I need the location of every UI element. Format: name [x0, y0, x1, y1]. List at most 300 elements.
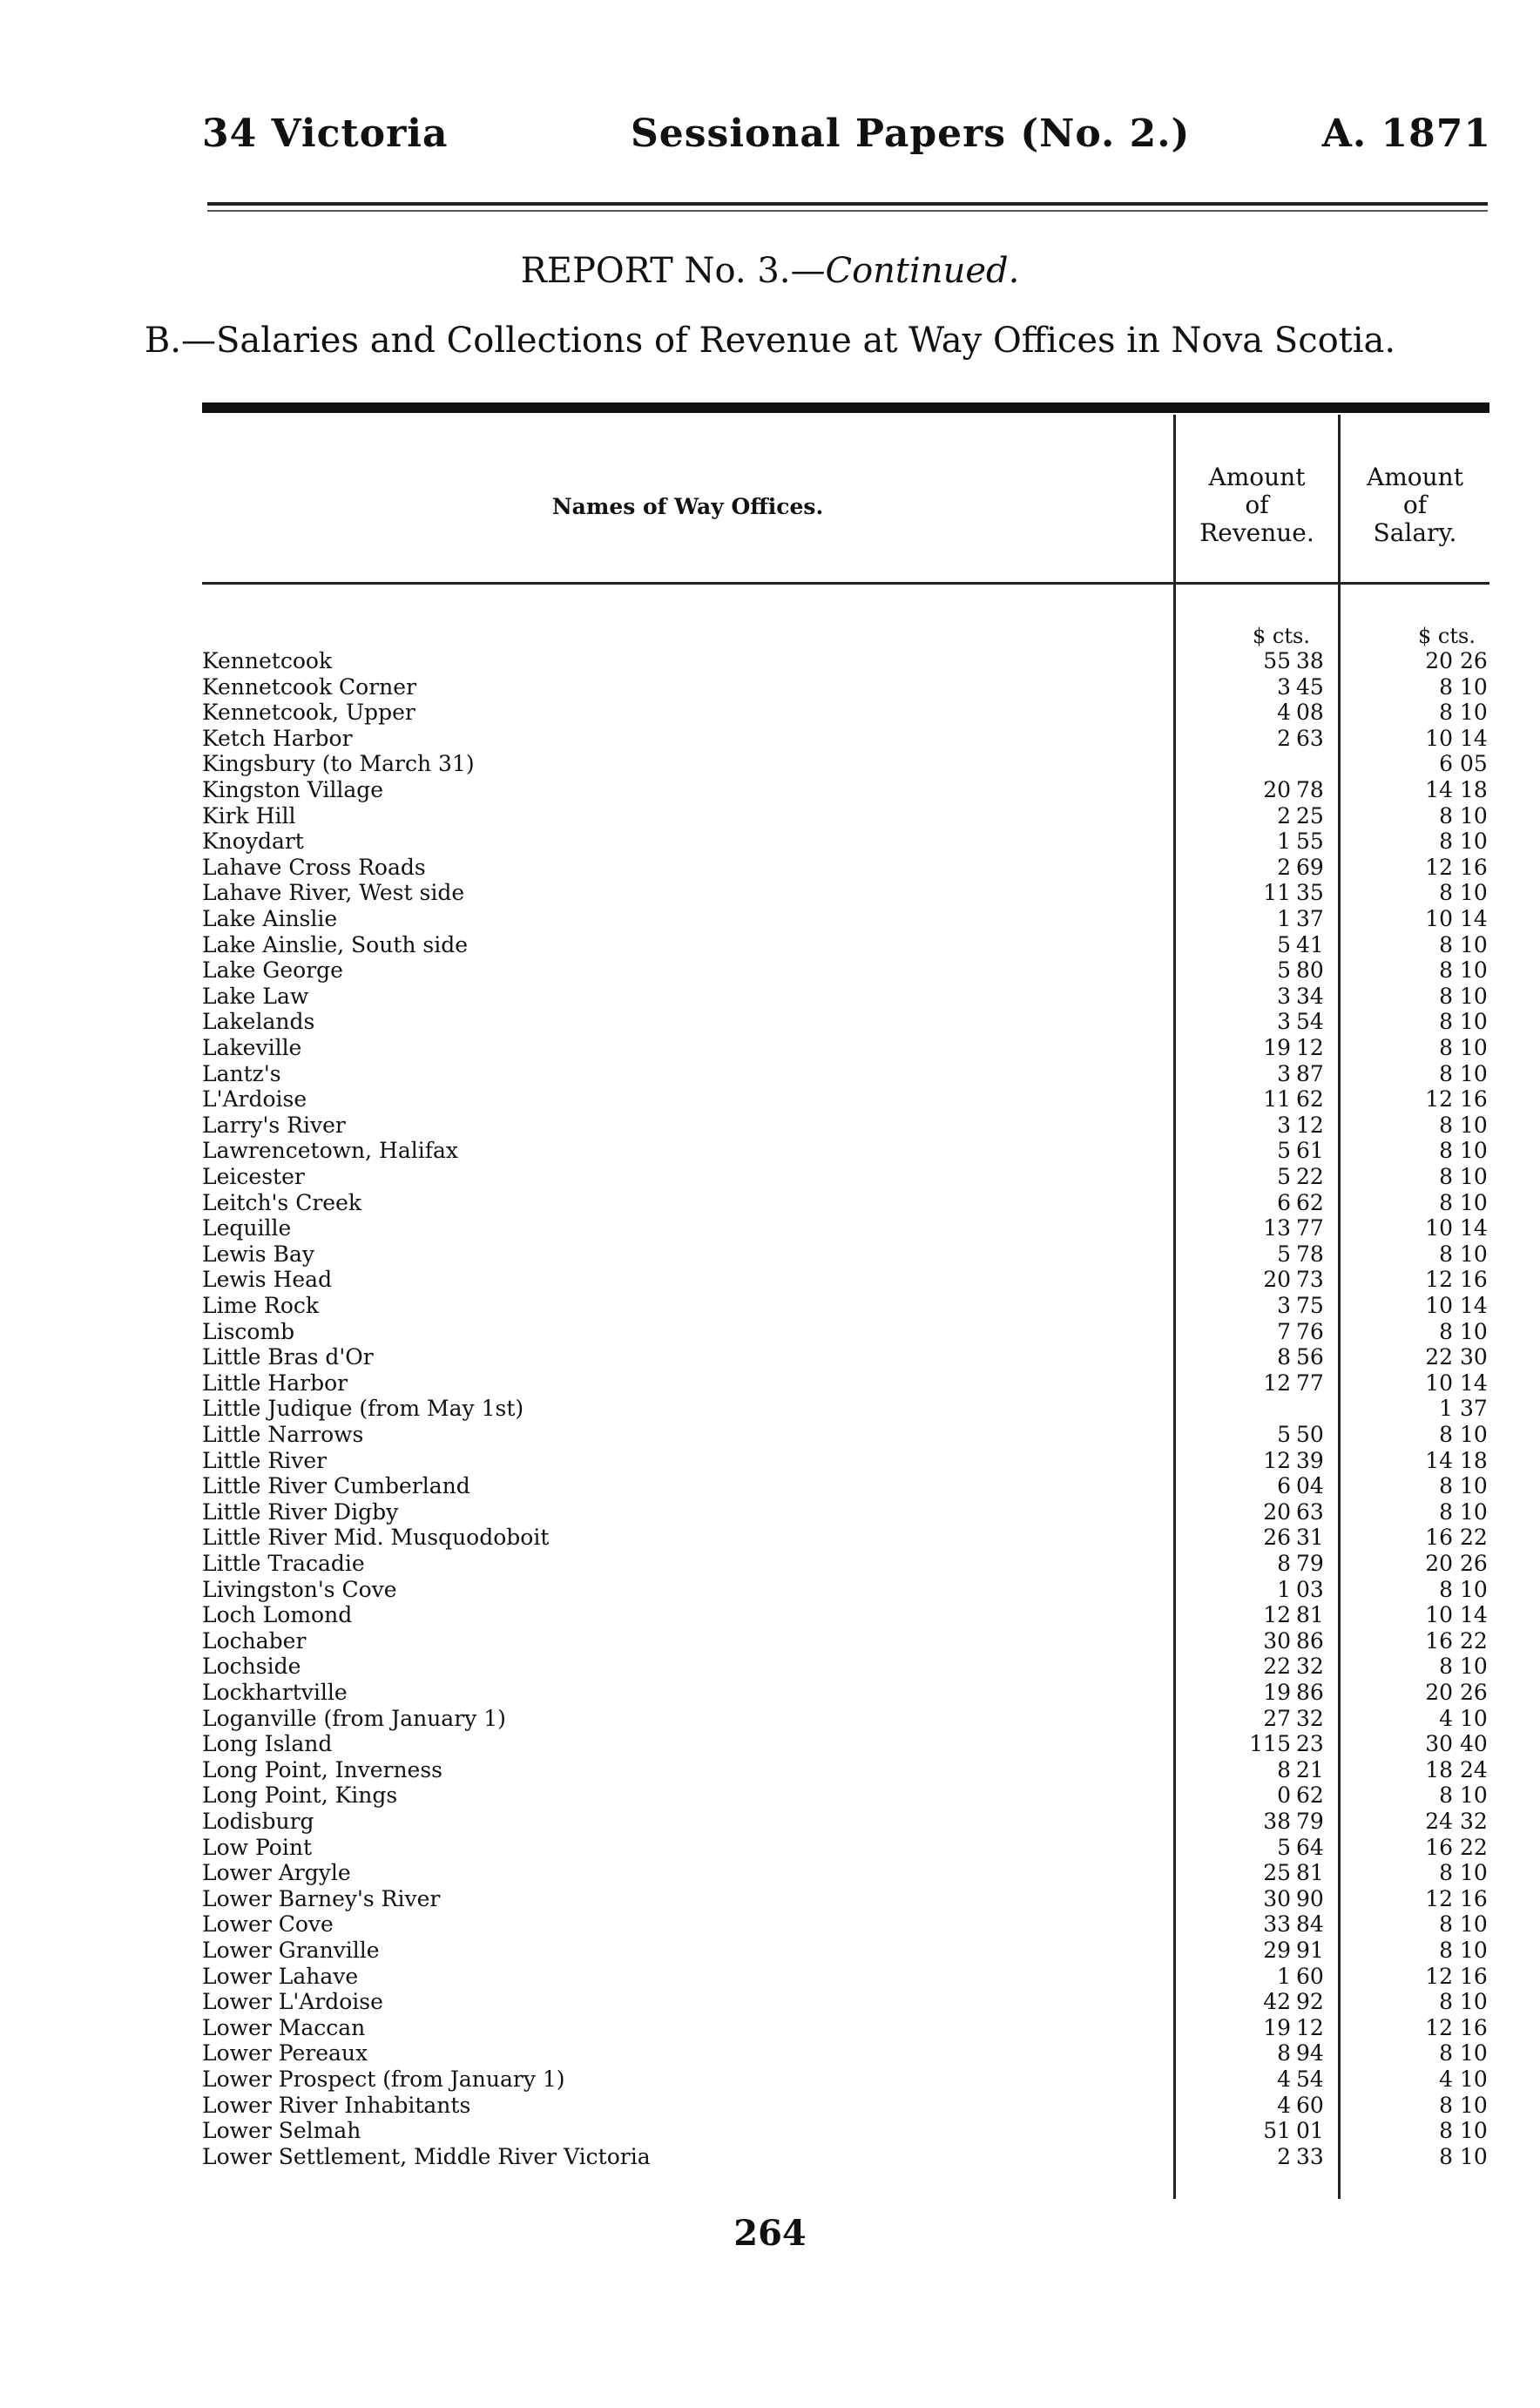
revenue-cents: 69: [1296, 855, 1324, 880]
table-row: [0, 2040, 1540, 2066]
salary-dollars: 12: [1425, 1964, 1453, 1989]
office-name-text: Little Harbor: [202, 1370, 348, 1396]
table-row: [0, 855, 1540, 881]
table-row: [0, 803, 1540, 829]
office-name: [202, 1009, 1167, 1035]
salary-cents: 10: [1460, 1989, 1488, 2014]
office-name: [202, 1628, 1167, 1654]
office-name: [202, 1757, 1167, 1783]
revenue-cents: 38: [1296, 648, 1324, 673]
revenue-dollars: 6: [1277, 1190, 1291, 1215]
salary-cents: 14: [1460, 1293, 1488, 1318]
salary-cents: 10: [1460, 957, 1488, 983]
office-name-text: Little River: [202, 1448, 328, 1473]
salary-cents: 16: [1460, 1886, 1488, 1911]
salary-dollars: 8: [1439, 1860, 1453, 1885]
office-name: [202, 1396, 1167, 1422]
revenue-dollars: 12: [1263, 1602, 1291, 1627]
revenue-dollars: 11: [1263, 1086, 1291, 1112]
revenue-cents: 63: [1296, 726, 1324, 751]
office-name-text: Lower Prospect (from January 1): [202, 2066, 565, 2092]
revenue-dollars: 4: [1277, 2066, 1291, 2092]
salary-dollars: 8: [1439, 932, 1453, 957]
revenue-cents: 92: [1296, 1989, 1324, 2014]
revenue-dollars: 2: [1277, 803, 1291, 829]
revenue-cents: 56: [1296, 1344, 1324, 1370]
salary-cents: 26: [1460, 1680, 1488, 1705]
office-name-text: Long Point, Inverness: [202, 1757, 443, 1782]
office-name: [202, 1164, 1167, 1190]
office-name: [202, 2093, 1167, 2119]
office-name-text: L'Ardoise: [202, 1086, 307, 1112]
salary-dollars: 8: [1439, 1577, 1453, 1602]
office-name-text: Lower Selmah: [202, 2118, 361, 2143]
revenue-cents: 23: [1296, 1731, 1324, 1756]
office-name: [202, 1911, 1167, 1938]
office-name: [202, 957, 1167, 984]
salary-cents: 10: [1460, 984, 1488, 1009]
salary-units: [1418, 624, 1476, 648]
table-row: [0, 1267, 1540, 1293]
office-name: [202, 1551, 1167, 1577]
office-name: [202, 1061, 1167, 1087]
office-name-text: Loch Lomond: [202, 1602, 353, 1627]
office-name-text: Lequille: [202, 1215, 292, 1241]
table-row: [0, 1164, 1540, 1190]
table-row: [0, 1319, 1540, 1345]
salary-dollars: 18: [1425, 1757, 1453, 1782]
revenue-units: [1253, 624, 1310, 648]
revenue-cents: 62: [1296, 1190, 1324, 1215]
revenue-cents: 08: [1296, 700, 1324, 725]
salary-dollars: 8: [1439, 1164, 1453, 1189]
table-row: [0, 1215, 1540, 1241]
revenue-cents: 32: [1296, 1654, 1324, 1679]
revenue-cents: 87: [1296, 1061, 1324, 1086]
office-name-text: Kennetcook, Upper: [202, 700, 415, 725]
header-session: 34 Victoria: [202, 112, 449, 156]
table-row: [0, 674, 1540, 700]
office-name-text: Lower River Inhabitants: [202, 2093, 471, 2118]
revenue-dollars: 12: [1263, 1448, 1291, 1473]
revenue-cents: 21: [1296, 1757, 1324, 1782]
revenue-dollars: 33: [1263, 1911, 1291, 1937]
office-name-text: Little Narrows: [202, 1422, 364, 1447]
revenue-cents: 73: [1296, 1267, 1324, 1292]
office-name-text: Lake Ainslie: [202, 906, 338, 931]
salary-dollars: 8: [1439, 2093, 1453, 2118]
office-name: [202, 1241, 1167, 1268]
revenue-cents: 45: [1296, 674, 1324, 700]
office-name-text: Leitch's Creek: [202, 1190, 362, 1215]
revenue-cents: 86: [1296, 1680, 1324, 1705]
revenue-cents: 04: [1296, 1473, 1324, 1498]
office-name: [202, 1835, 1167, 1861]
office-name-text: Kingston Village: [202, 777, 384, 802]
salary-dollars: 16: [1425, 1525, 1453, 1550]
header-rule: [207, 202, 1488, 206]
table-row: [0, 1989, 1540, 2015]
salary-cents: 10: [1460, 880, 1488, 905]
office-name: [202, 1706, 1167, 1732]
salary-cents: 10: [1460, 1860, 1488, 1885]
salary-cents: 10: [1460, 1499, 1488, 1525]
column-header-names: Names of Way Offices.: [551, 494, 824, 519]
table-row: [0, 700, 1540, 726]
table-row: [0, 648, 1540, 674]
office-name-text: Lake Law: [202, 984, 309, 1009]
revenue-dollars: 2: [1277, 2144, 1291, 2169]
table-row: [0, 1886, 1540, 1912]
office-name-text: Lower Pereaux: [202, 2040, 368, 2066]
revenue-dollars: 5: [1277, 1835, 1291, 1860]
revenue-cents: 91: [1296, 1938, 1324, 1963]
salary-dollars: 8: [1439, 1113, 1453, 1138]
revenue-unit-cents: cts.: [1272, 624, 1310, 648]
office-name: [202, 2144, 1167, 2170]
revenue-cents: 90: [1296, 1886, 1324, 1911]
salary-dollars: 12: [1425, 1267, 1453, 1292]
revenue-cents: 50: [1296, 1422, 1324, 1447]
salary-cents: 10: [1460, 1319, 1488, 1344]
salary-dollars: 8: [1439, 674, 1453, 700]
column-header-salary-line2: of: [1402, 490, 1428, 519]
table-row: [0, 777, 1540, 803]
office-name: [202, 803, 1167, 829]
table-row: [0, 829, 1540, 855]
table-row: [0, 1809, 1540, 1835]
salary-cents: 16: [1460, 1267, 1488, 1292]
table-row: [0, 2144, 1540, 2170]
salary-cents: 14: [1460, 726, 1488, 751]
salary-cents: 26: [1460, 648, 1488, 673]
office-name: [202, 1473, 1167, 1499]
revenue-cents: 75: [1296, 1293, 1324, 1318]
office-name: [202, 1886, 1167, 1912]
revenue-dollars: 5: [1277, 957, 1291, 983]
salary-cents: 37: [1460, 1396, 1488, 1421]
revenue-dollars: 51: [1263, 2118, 1291, 2143]
salary-dollars: 8: [1439, 1911, 1453, 1937]
salary-dollars: 10: [1425, 1602, 1453, 1627]
table-row: [0, 1757, 1540, 1783]
revenue-dollars: 4: [1277, 700, 1291, 725]
revenue-dollars: 1: [1277, 829, 1291, 854]
office-name: [202, 1809, 1167, 1835]
office-name-text: Lewis Head: [202, 1267, 333, 1292]
office-name-text: Lahave River, West side: [202, 880, 465, 905]
office-name: [202, 1138, 1167, 1164]
salary-cents: 16: [1460, 855, 1488, 880]
revenue-dollars: 2: [1277, 726, 1291, 751]
table-row: [0, 1731, 1540, 1757]
report-title-continued: Continued.: [825, 251, 1020, 291]
office-name: [202, 726, 1167, 752]
table-row: [0, 1577, 1540, 1603]
header-year: A. 1871: [1321, 112, 1491, 156]
office-name: [202, 1344, 1167, 1370]
report-title-main: REPORT No. 3.—: [520, 251, 826, 291]
revenue-cents: 62: [1296, 1782, 1324, 1808]
table-row: [0, 1113, 1540, 1139]
salary-dollars: 8: [1439, 1061, 1453, 1086]
revenue-dollars: 3: [1277, 984, 1291, 1009]
salary-cents: 26: [1460, 1551, 1488, 1576]
revenue-dollars: 19: [1263, 1680, 1291, 1705]
office-name-text: Little Bras d'Or: [202, 1344, 374, 1370]
office-name: [202, 2015, 1167, 2041]
office-name: [202, 1113, 1167, 1139]
office-name: [202, 1525, 1167, 1551]
page-number: 264: [733, 2213, 807, 2254]
revenue-cents: 77: [1296, 1215, 1324, 1241]
table-row: [0, 2015, 1540, 2041]
office-name: [202, 984, 1167, 1010]
office-name-text: Lower Settlement, Middle River Victoria: [202, 2144, 651, 2169]
salary-cents: 10: [1460, 1422, 1488, 1447]
salary-cents: 10: [1460, 1138, 1488, 1163]
revenue-cents: 54: [1296, 1009, 1324, 1034]
office-name: [202, 1964, 1167, 1990]
salary-cents: 14: [1460, 906, 1488, 931]
office-name-text: Lochside: [202, 1654, 301, 1679]
office-name-text: Lake Ainslie, South side: [202, 932, 469, 957]
office-name: [202, 880, 1167, 906]
office-name: [202, 1293, 1167, 1319]
salary-dollars: 14: [1425, 777, 1453, 802]
office-name-text: Lower Cove: [202, 1911, 334, 1937]
table-row: [0, 1396, 1540, 1422]
revenue-dollars: 3: [1277, 1113, 1291, 1138]
office-name-text: Livingston's Cove: [202, 1577, 397, 1602]
table-row: [0, 1009, 1540, 1035]
table-row: [0, 957, 1540, 984]
office-name-text: Long Island: [202, 1731, 333, 1756]
office-name-text: Lewis Bay: [202, 1241, 314, 1267]
column-header-salary-line3: Salary.: [1373, 518, 1457, 547]
column-header-revenue-line3: Revenue.: [1199, 518, 1314, 547]
revenue-dollars: 8: [1277, 1344, 1291, 1370]
revenue-cents: 79: [1296, 1809, 1324, 1834]
table-row: [0, 2118, 1540, 2144]
table-top-rule: [202, 402, 1489, 413]
revenue-dollars: 11: [1263, 880, 1291, 905]
revenue-cents: 80: [1296, 957, 1324, 983]
salary-dollars: 16: [1425, 1835, 1453, 1860]
office-name-text: Lahave Cross Roads: [202, 855, 426, 880]
salary-cents: 10: [1460, 1009, 1488, 1034]
salary-dollars: 30: [1425, 1731, 1453, 1756]
table-row: [0, 1938, 1540, 1964]
header-title: Sessional Papers (No. 2.): [631, 112, 1191, 156]
salary-dollars: 8: [1439, 1190, 1453, 1215]
salary-cents: 14: [1460, 1215, 1488, 1241]
table-row: [0, 1190, 1540, 1216]
office-name: [202, 1422, 1167, 1448]
salary-dollars: 4: [1439, 2066, 1453, 2092]
salary-unit-dollar: $: [1418, 624, 1432, 648]
salary-dollars: 24: [1425, 1809, 1453, 1834]
table-row: [0, 1602, 1540, 1628]
table-row: [0, 726, 1540, 752]
table-row: [0, 1061, 1540, 1087]
revenue-dollars: 13: [1263, 1215, 1291, 1241]
table-row: [0, 1782, 1540, 1809]
salary-cents: 10: [1460, 803, 1488, 829]
revenue-dollars: 6: [1277, 1473, 1291, 1498]
office-name-text: Knoydart: [202, 829, 304, 854]
revenue-cents: 31: [1296, 1525, 1324, 1550]
salary-cents: 10: [1460, 829, 1488, 854]
salary-dollars: 8: [1439, 2118, 1453, 2143]
table-row: [0, 1964, 1540, 1990]
table-row: [0, 1628, 1540, 1654]
salary-cents: 16: [1460, 2015, 1488, 2040]
revenue-cents: 76: [1296, 1319, 1324, 1344]
office-name-text: Lower Barney's River: [202, 1886, 441, 1911]
office-name: [202, 777, 1167, 803]
office-name-text: Lochaber: [202, 1628, 307, 1654]
revenue-dollars: 22: [1263, 1654, 1291, 1679]
salary-dollars: 16: [1425, 1628, 1453, 1654]
table-row: [0, 1241, 1540, 1268]
salary-cents: 10: [1460, 1035, 1488, 1060]
revenue-dollars: 30: [1263, 1886, 1291, 1911]
salary-dollars: 8: [1439, 984, 1453, 1009]
office-name: [202, 829, 1167, 855]
revenue-dollars: 115: [1249, 1731, 1291, 1756]
salary-dollars: 8: [1439, 880, 1453, 905]
office-name-text: Loganville (from January 1): [202, 1706, 506, 1731]
salary-dollars: 10: [1425, 906, 1453, 931]
salary-dollars: 8: [1439, 1654, 1453, 1679]
salary-dollars: 6: [1439, 751, 1453, 776]
office-name-text: Little River Cumberland: [202, 1473, 470, 1498]
salary-cents: 24: [1460, 1757, 1488, 1782]
office-name-text: Lower Argyle: [202, 1860, 351, 1885]
salary-dollars: 8: [1439, 1009, 1453, 1034]
revenue-cents: 62: [1296, 1086, 1324, 1112]
office-name: [202, 1654, 1167, 1680]
office-name-text: Liscomb: [202, 1319, 295, 1344]
salary-unit-cents: cts.: [1437, 624, 1476, 648]
salary-cents: 10: [1460, 1706, 1488, 1731]
revenue-cents: 84: [1296, 1911, 1324, 1937]
report-subtitle: B.—Salaries and Collections of Revenue at Way Offices in Nova Scotia.: [144, 321, 1396, 361]
revenue-cents: 60: [1296, 1964, 1324, 1989]
revenue-cents: 01: [1296, 2118, 1324, 2143]
revenue-dollars: 5: [1277, 1164, 1291, 1189]
table-row: [0, 1835, 1540, 1861]
office-name: [202, 1680, 1167, 1706]
salary-dollars: 8: [1439, 1473, 1453, 1498]
revenue-dollars: 20: [1263, 1499, 1291, 1525]
table-row: [0, 1706, 1540, 1732]
column-header-revenue-line2: of: [1245, 490, 1269, 519]
office-name: [202, 674, 1167, 700]
salary-dollars: 22: [1425, 1344, 1453, 1370]
office-name-text: Lower Maccan: [202, 2015, 366, 2040]
revenue-cents: 37: [1296, 906, 1324, 931]
salary-cents: 10: [1460, 1241, 1488, 1267]
revenue-dollars: 4: [1277, 2093, 1291, 2118]
revenue-unit-dollar: $: [1253, 624, 1266, 648]
salary-cents: 16: [1460, 1964, 1488, 1989]
revenue-cents: 86: [1296, 1628, 1324, 1654]
salary-dollars: 10: [1425, 1293, 1453, 1318]
office-name: [202, 1731, 1167, 1757]
salary-dollars: 10: [1425, 1215, 1453, 1241]
salary-cents: 10: [1460, 1473, 1488, 1498]
salary-cents: 10: [1460, 1061, 1488, 1086]
office-name-text: Lake George: [202, 957, 343, 983]
salary-cents: 10: [1460, 700, 1488, 725]
revenue-cents: 12: [1296, 1035, 1324, 1060]
revenue-dollars: 8: [1277, 1757, 1291, 1782]
office-name-text: Larry's River: [202, 1113, 346, 1138]
salary-cents: 14: [1460, 1602, 1488, 1627]
office-name-text: Lime Rock: [202, 1293, 320, 1318]
revenue-dollars: 5: [1277, 932, 1291, 957]
revenue-cents: 32: [1296, 1706, 1324, 1731]
salary-cents: 10: [1460, 2040, 1488, 2066]
table-row: [0, 2093, 1540, 2119]
salary-dollars: 12: [1425, 1086, 1453, 1112]
salary-dollars: 10: [1425, 1370, 1453, 1396]
revenue-dollars: 3: [1277, 674, 1291, 700]
table-row: [0, 984, 1540, 1010]
salary-cents: 10: [1460, 1938, 1488, 1963]
salary-dollars: 8: [1439, 803, 1453, 829]
salary-dollars: 8: [1439, 1035, 1453, 1060]
revenue-cents: 78: [1296, 1241, 1324, 1267]
revenue-dollars: 27: [1263, 1706, 1291, 1731]
revenue-dollars: 3: [1277, 1293, 1291, 1318]
table-row: [0, 751, 1540, 777]
salary-cents: 16: [1460, 1086, 1488, 1112]
salary-dollars: 8: [1439, 2144, 1453, 2169]
salary-cents: 10: [1460, 674, 1488, 700]
table-row: [0, 1370, 1540, 1397]
revenue-dollars: 1: [1277, 1964, 1291, 1989]
salary-dollars: 12: [1425, 2015, 1453, 2040]
page-header: [202, 112, 1491, 172]
revenue-dollars: 19: [1263, 2015, 1291, 2040]
revenue-dollars: 26: [1263, 1525, 1291, 1550]
revenue-dollars: 55: [1263, 648, 1291, 673]
revenue-dollars: 7: [1277, 1319, 1291, 1344]
office-name: [202, 1989, 1167, 2015]
salary-dollars: 20: [1425, 648, 1453, 673]
office-name: [202, 1035, 1167, 1061]
revenue-dollars: 8: [1277, 1551, 1291, 1576]
revenue-cents: 81: [1296, 1602, 1324, 1627]
office-name-text: Lawrencetown, Halifax: [202, 1138, 458, 1163]
revenue-dollars: 20: [1263, 777, 1291, 802]
revenue-cents: 78: [1296, 777, 1324, 802]
office-name: [202, 2118, 1167, 2144]
revenue-cents: 54: [1296, 2066, 1324, 2092]
office-name-text: Low Point: [202, 1835, 313, 1860]
salary-cents: 22: [1460, 1835, 1488, 1860]
office-name: [202, 1448, 1167, 1474]
office-name: [202, 2066, 1167, 2093]
revenue-cents: 77: [1296, 1370, 1324, 1396]
office-name-text: Ketch Harbor: [202, 726, 353, 751]
office-name: [202, 751, 1167, 777]
column-header-salary: [1341, 463, 1489, 547]
office-name-text: Long Point, Kings: [202, 1782, 398, 1808]
